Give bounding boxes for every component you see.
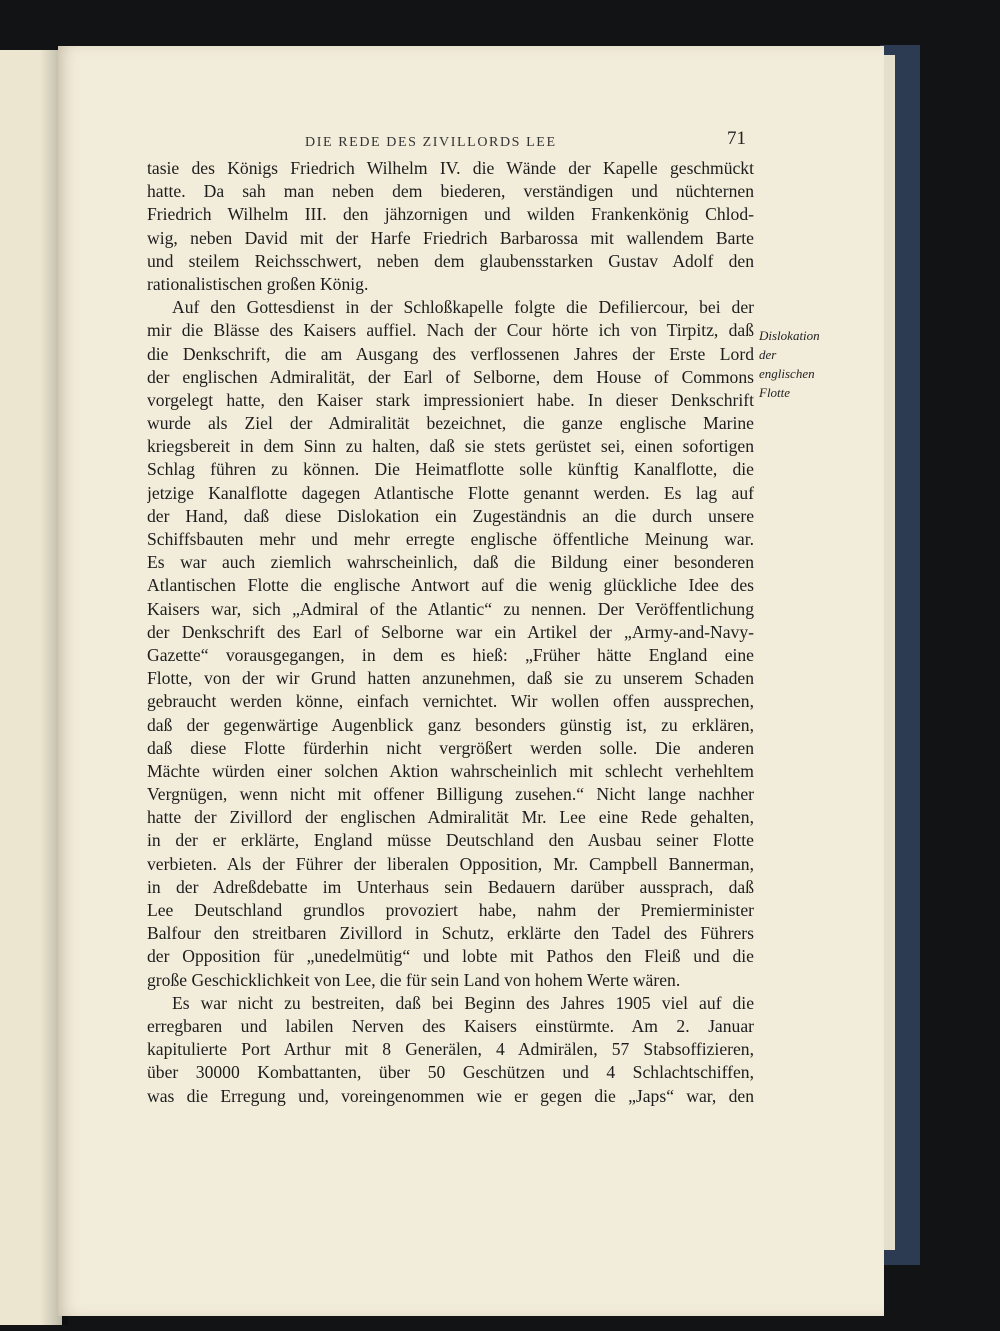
text-line: der Opposition für „unedelmütig“ und lobte mit Pathos den Fleiß und die: [147, 946, 754, 967]
text-line: was die Erregung und, voreingenommen wie er gegen die „Japs“ war, den: [147, 1085, 754, 1106]
text-line: Schiffsbauten mehr und mehr erregte englische öffentliche Meinung war.: [147, 529, 754, 549]
text-line: hatte. Da sah man neben dem biederen, verständigen und nüchternen: [147, 181, 754, 202]
text-line: wurde als Ziel der Admiralität bezeichnet, die ganze englische Marine: [147, 413, 754, 434]
text-line: Lee Deutschland grundlos provoziert habe, nahm der Premierminister: [147, 900, 754, 920]
margin-note: [759, 326, 839, 402]
text-line: über 30000 Kombattanten, über 50 Geschützen und 4 Schlachtschiffen,: [147, 1062, 754, 1083]
text-line: in der er erklärte, England müsse Deutschland den Ausbau seiner Flotte: [147, 830, 754, 851]
text-line: der Hand, daß diese Dislokation ein Zugeständnis an die durch unsere: [147, 505, 754, 526]
text-line: Kaisers war, sich „Admiral of the Atlantic“ zu nennen. Der Veröffentlichung: [147, 598, 754, 619]
margin-note-line: Flotte: [759, 385, 791, 400]
text-line: rationalistischen großen König.: [147, 273, 369, 294]
body-text: [147, 157, 754, 1108]
text-line: die Denkschrift, die am Ausgang des verflossenen Jahres der Erste Lord: [147, 343, 754, 364]
text-line: vorgelegt hatte, den Kaiser stark impressioniert habe. In dieser Denkschrift: [147, 389, 754, 410]
text-line: daß der gegenwärtige Augenblick ganz besonders günstig ist, zu erklären,: [147, 714, 754, 735]
text-line: tasie des Königs Friedrich Wilhelm IV. die Wände der Kapelle geschmückt: [147, 158, 754, 178]
text-line: kriegsbereit in dem Sinn zu halten, daß sie stets gerüstet sei, einen sofortigen: [147, 436, 754, 457]
text-line: Balfour den streitbaren Zivillord in Schutz, erklärte den Tadel des Führers: [147, 923, 754, 944]
text-line: Mächte würden einer solchen Aktion wahrscheinlich mit schlecht verhehltem: [147, 760, 754, 781]
text-line: große Geschicklichkeit von Lee, die für sein Land von hohem Werte wären.: [147, 969, 681, 990]
text-line: Es war auch ziemlich wahrscheinlich, daß die Bildung einer besonderen: [147, 552, 754, 573]
margin-note-line: der: [759, 347, 777, 362]
text-line: wig, neben David mit der Harfe Friedrich Barbarossa mit wallendem Barte: [147, 227, 754, 248]
margin-note-line: englischen: [759, 366, 815, 381]
text-line: der englischen Admiralität, der Earl of Selborne, dem House of Commons: [147, 366, 754, 387]
text-line: hatte der Zivillord der englischen Admiralität Mr. Lee eine Rede gehalten,: [147, 807, 754, 828]
text-line: Vergnügen, wenn nicht mit offener Billigung zusehen.“ Nicht lange nachher: [147, 784, 754, 805]
text-line: mir die Blässe des Kaisers auffiel. Nach der Cour hörte ich von Tirpitz, daß: [147, 320, 754, 341]
text-line: in der Adreßdebatte im Unterhaus sein Bedauern darüber aussprach, daß: [147, 876, 754, 897]
text-line: Schlag führen zu können. Die Heimatflotte solle künftig Kanalflotte, die: [147, 459, 754, 480]
text-line: jetzige Kanalflotte dagegen Atlantische Flotte genannt werden. Es lag auf: [147, 482, 754, 503]
text-line: Friedrich Wilhelm III. den jähzornigen und wilden Frankenkönig Chlod-: [147, 204, 754, 225]
text-line: gebraucht werden könne, einfach vernichtet. Wir wollen offen aussprechen,: [147, 691, 754, 712]
page-number: 71: [727, 128, 746, 149]
text-line: Flotte, von der wir Grund hatten anzunehmen, daß sie zu unserem Schaden: [147, 668, 754, 689]
text-line: der Denkschrift des Earl of Selborne war ein Artikel der „Army-and-Navy-: [147, 621, 754, 642]
text-line: kapitulierte Port Arthur mit 8 Generälen, 4 Admirälen, 57 Stabsoffizieren,: [147, 1039, 754, 1060]
text-line: Es war nicht zu bestreiten, daß bei Beginn des Jahres 1905 viel auf die: [172, 992, 754, 1013]
text-line: daß diese Flotte fürderhin nicht vergrößert werden solle. Die anderen: [147, 737, 754, 758]
text-line: Atlantischen Flotte die englische Antwort auf die wenig glückliche Idee des: [147, 575, 754, 596]
text-line: Auf den Gottesdienst in der Schloßkapelle folgte die Defiliercour, bei der: [172, 297, 754, 318]
text-line: erregbaren und labilen Nerven des Kaisers einstürmte. Am 2. Januar: [147, 1015, 754, 1036]
text-line: verbieten. Als der Führer der liberalen Opposition, Mr. Campbell Bannerman,: [147, 853, 754, 874]
text-line: und steilem Reichsschwert, neben dem glaubensstarken Gustav Adolf den: [147, 250, 754, 271]
running-head: DIE REDE DES ZIVILLORDS LEE: [305, 135, 557, 150]
margin-note-line: Dislokation: [759, 328, 820, 343]
text-line: Gazette“ vorausgegangen, in dem es hieß: „Früher hätte England eine: [147, 644, 754, 665]
